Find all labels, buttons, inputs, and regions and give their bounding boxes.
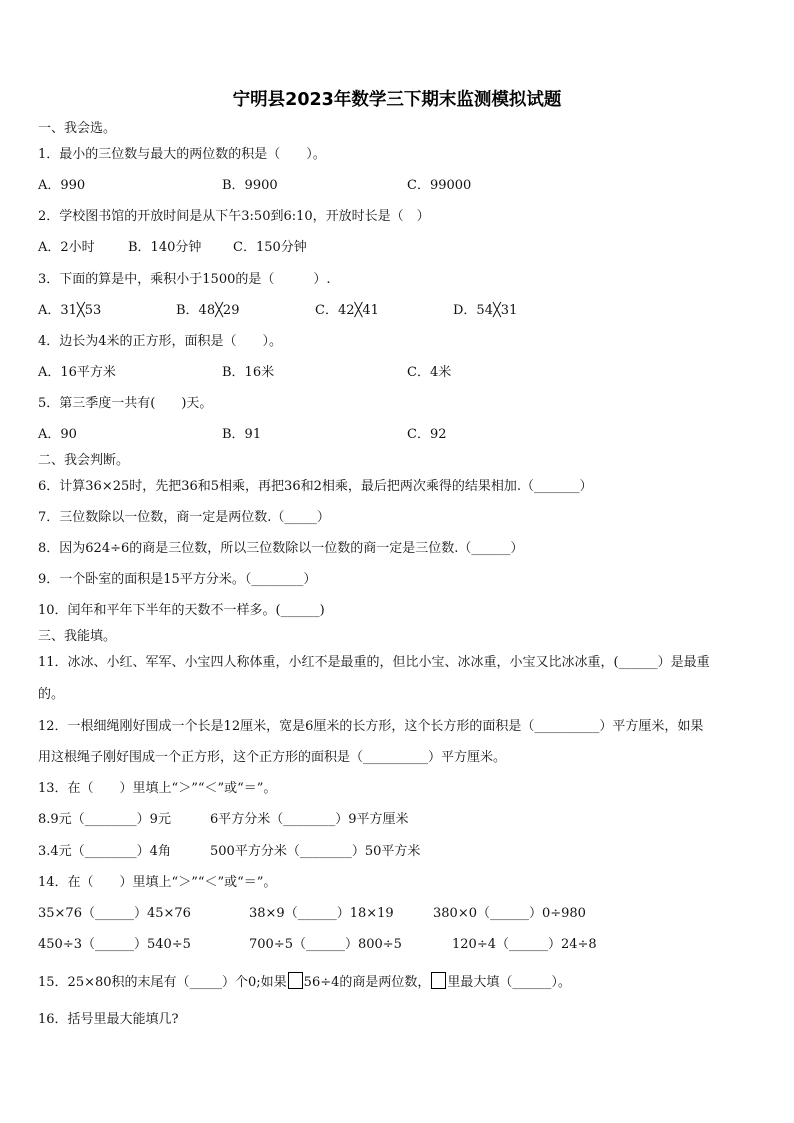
q3-option-c: C．42╳41 [315,303,379,318]
section-heading-judge: 二、我会判断。 [38,453,130,468]
question-13: 13．在（ ）里填上“＞”“＜”或“＝”。 [38,781,277,796]
q3-option-b: B．48╳29 [176,303,240,318]
question-10: 10．闰年和平年下半年的天数不一样多。(______) [38,603,325,618]
page-title: 宁明县2023年数学三下期末监测模拟试题 [232,90,562,110]
q2-option-c: C．150分钟 [233,240,307,255]
q4-option-b: B．16米 [222,365,275,380]
q4-option-a: A．16平方米 [38,365,116,380]
q15-part-3: 里最大填（______）。 [447,975,571,990]
q14-item-3: 380×0（______）0÷980 [433,906,586,921]
question-12-line-1: 12．一根细绳刚好围成一个长是12厘米，宽是6厘米的长方形，这个长方形的面积是（__________）平方厘米，如果 [38,719,704,734]
question-1: 1．最小的三位数与最大的两位数的积是（ ）。 [38,147,326,162]
question-5: 5．第三季度一共有( )天。 [38,396,213,411]
question-2: 2．学校图书馆的开放时间是从下午3:50到6:10，开放时长是（ ） [38,209,430,224]
question-11-line-1: 11．冰冰、小红、军军、小宝四人称体重，小红不是最重的，但比小宝、冰冰重，小宝又比冰冰重，(______）是最重 [38,655,710,670]
question-11-line-2: 的。 [38,687,65,702]
q14-item-1: 35×76（______）45×76 [38,906,191,921]
section-heading-choose: 一、我会选。 [38,121,117,136]
q14-item-5: 700÷5（______）800÷5 [249,937,402,952]
q14-item-4: 450÷3（______）540÷5 [38,937,191,952]
q2-option-b: B．140分钟 [128,240,202,255]
question-8: 8．因为624÷6的商是三位数，所以三位数除以一位数的商一定是三位数.（______） [38,541,524,556]
q3-option-d: D．54╳31 [453,303,518,318]
q5-option-c: C．92 [407,427,447,442]
q14-item-6: 120÷4（______）24÷8 [452,937,597,952]
question-6: 6．计算36×25时，先把36和5相乘，再把36和2相乘，最后把两次乘得的结果相加.（_______） [38,479,593,494]
q4-option-c: C．4米 [407,365,452,380]
q14-item-2: 38×9（______）18×19 [249,906,394,921]
question-14: 14．在（ ）里填上“＞”“＜”或“＝”。 [38,875,277,890]
q13-item-4: 500平方分米（________）50平方米 [210,844,421,859]
q2-option-a: A．2小时 [38,240,95,255]
question-9: 9．一个卧室的面积是15平方分米。（________） [38,572,317,587]
q1-option-a: A．990 [38,178,86,193]
section-heading-fill: 三、我能填。 [38,629,117,644]
q15-part-2: 56÷4的商是两位数， [303,975,431,990]
question-12-line-2: 用这根绳子刚好围成一个正方形，这个正方形的面积是（__________）平方厘米。 [38,750,507,765]
question-4: 4．边长为4米的正方形，面积是（ ）。 [38,334,283,349]
q13-item-3: 3.4元（________）4角 [38,844,171,859]
question-3: 3．下面的算是中，乘积小于1500的是（ ）. [38,272,331,287]
q3-option-a: A．31╳53 [38,303,102,318]
q1-option-b: B．9900 [222,178,278,193]
q15-part-1: 15．25×80积的末尾有（_____）个0;如果 [38,975,287,990]
q1-option-c: C．99000 [407,178,472,193]
blank-box [288,972,303,989]
q13-item-2: 6平方分米（________）9平方厘米 [210,812,409,827]
question-15 [38,972,571,992]
q5-option-b: B．91 [222,427,262,442]
question-16: 16．括号里最大能填几? [38,1012,179,1027]
question-7: 7．三位数除以一位数，商一定是两位数.（_____） [38,510,330,525]
blank-box [431,972,446,989]
q5-option-a: A．90 [38,427,77,442]
q13-item-1: 8.9元（________）9元 [38,812,171,827]
